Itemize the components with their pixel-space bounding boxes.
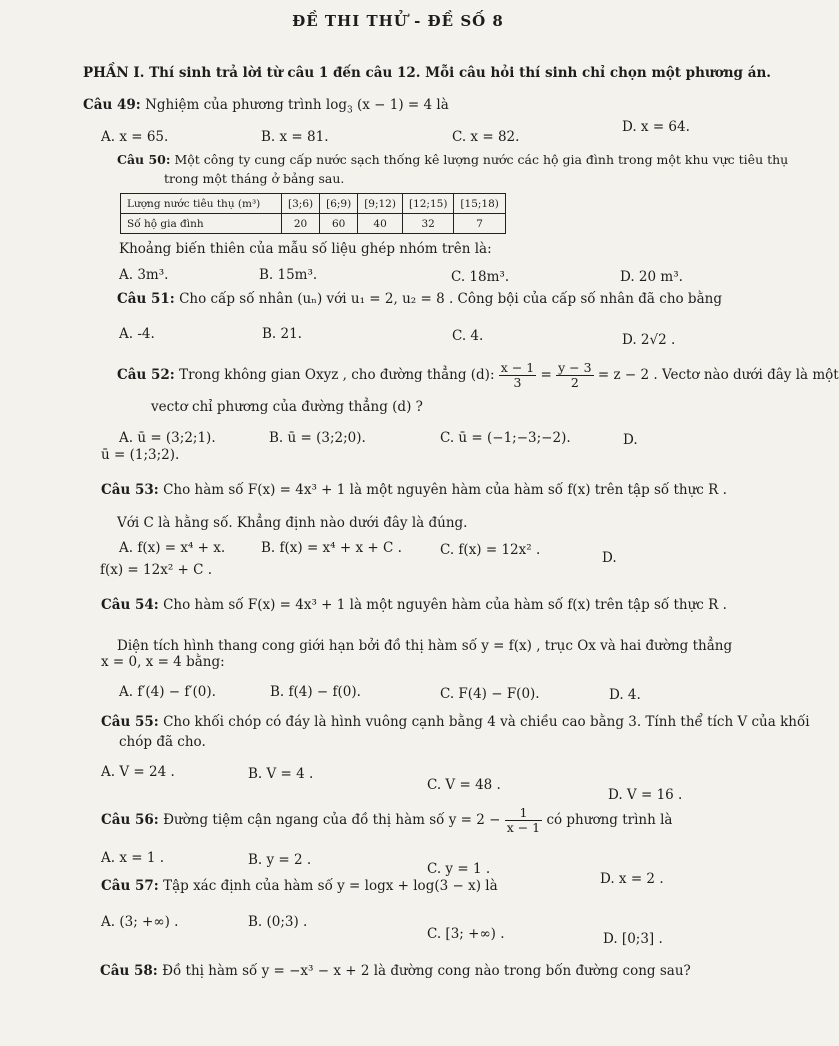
question-text-cont: = z − 2 . Vectơ nào dưới đây là một (597, 367, 839, 383)
table-cell: 20 (282, 214, 320, 234)
question-label: Câu 52: (117, 367, 175, 383)
question-label: Câu 58: (100, 963, 158, 979)
answer-b[interactable]: B. x = 81. (261, 129, 329, 145)
table-cell: 60 (320, 214, 358, 234)
table-cell: [9;12) (358, 194, 403, 214)
answer-c[interactable]: C. f(x) = 12x² . (440, 542, 541, 558)
table-row (121, 194, 506, 214)
table-cell: 7 (454, 214, 505, 234)
answer-a[interactable]: A. -4. (119, 326, 155, 342)
section-intro: PHẦN I. Thí sinh trả lời từ câu 1 đến câu 12. Mỗi câu hỏi thí sinh chỉ chọn một phương án. (83, 65, 771, 81)
question-label: Câu 51: (117, 291, 175, 307)
answer-d[interactable]: D. x = 64. (622, 119, 690, 135)
answer-b[interactable]: B. y = 2 . (248, 852, 312, 868)
question-55 (101, 713, 810, 731)
question-text: Tập xác định của hàm số y = logx + log(3 − x) là (163, 878, 498, 894)
question-label: Câu 57: (101, 878, 159, 894)
answer-b[interactable]: B. V = 4 . (248, 766, 314, 782)
question-text: Đường tiệm cận ngang của đồ thị hàm số y = 2 − (163, 812, 501, 828)
answer-c[interactable]: C. 4. (452, 328, 484, 344)
answer-c[interactable]: C. [3; +∞) . (427, 926, 505, 942)
answer-a[interactable]: A. f(x) = x⁴ + x. (119, 540, 226, 556)
question-text-cont: có phương trình là (546, 812, 673, 828)
question-text-cont: Khoảng biến thiên của mẫu số liệu ghép nhóm trên là: (119, 241, 492, 257)
answer-d[interactable]: D. V = 16 . (608, 787, 683, 803)
table-cell: [3;6) (282, 194, 320, 214)
question-label: Câu 56: (101, 812, 159, 828)
question-text: Cho hàm số F(x) = 4x³ + 1 là một nguyên hàm của hàm số f(x) trên tập số thực R . (163, 597, 727, 613)
question-label: Câu 55: (101, 714, 159, 730)
question-text: Cho hàm số F(x) = 4x³ + 1 là một nguyên hàm của hàm số f(x) trên tập số thực R . (163, 482, 727, 498)
question-text: Đồ thị hàm số y = −x³ − x + 2 là đường cong nào trong bốn đường cong sau? (162, 963, 691, 979)
answer-a[interactable]: A. V = 24 . (101, 764, 175, 780)
question-58 (100, 962, 691, 980)
question-text-cont: vectơ chỉ phương của đường thẳng (d) ? (151, 399, 423, 415)
water-usage-table (120, 193, 506, 234)
equals-sign: = (540, 367, 552, 383)
answer-a[interactable]: A. f′(4) − f′(0). (119, 684, 216, 700)
question-label: Câu 50: (117, 152, 171, 167)
question-label: Câu 53: (101, 482, 159, 498)
answer-c[interactable]: C. y = 1 . (427, 861, 491, 877)
answer-d-value: f(x) = 12x² + C . (100, 562, 213, 578)
answer-d[interactable]: D. (623, 432, 638, 448)
answer-b[interactable]: B. (0;3) . (248, 914, 308, 930)
answer-b[interactable]: B. ū = (3;2;0). (269, 430, 366, 446)
table-cell: [15;18) (454, 194, 505, 214)
question-text-cont: chóp đã cho. (119, 734, 206, 750)
answer-c[interactable]: C. 18m³. (451, 269, 510, 285)
question-50 (117, 151, 788, 169)
question-52 (117, 360, 839, 390)
table-cell: 40 (358, 214, 403, 234)
question-text: Một công ty cung cấp nước sạch thống kê lượng nước các hộ gia đình trong một khu vực tiêu thụ (174, 152, 789, 167)
question-text-cont: trong một tháng ở bảng sau. (164, 171, 345, 186)
answer-a[interactable]: A. x = 1 . (101, 850, 165, 866)
answer-c[interactable]: C. V = 48 . (427, 777, 501, 793)
exam-title: ĐỀ THI THỬ - ĐỀ SỐ 8 (292, 12, 504, 30)
question-text: Cho khối chóp có đáy là hình vuông cạnh bằng 4 và chiều cao bằng 3. Tính thể tích V của khối (163, 714, 810, 730)
answer-d[interactable]: D. 4. (609, 687, 641, 703)
answer-a[interactable]: A. x = 65. (101, 129, 169, 145)
table-cell: 32 (402, 214, 453, 234)
answer-d[interactable]: D. x = 2 . (600, 871, 664, 887)
answer-a[interactable]: A. 3m³. (119, 267, 169, 283)
table-row-label: Số hộ gia đình (121, 214, 282, 234)
answer-a[interactable]: A. (3; +∞) . (101, 914, 179, 930)
fraction: $\frac{y - 3}{2}$ (558, 360, 592, 390)
fraction: $\frac{x - 1}{3}$ (500, 360, 535, 390)
answer-d[interactable]: D. 2√2 . (622, 332, 676, 348)
question-56 (101, 805, 672, 835)
answer-b[interactable]: B. 15m³. (259, 267, 318, 283)
table-row (121, 214, 506, 234)
table-cell: [6;9) (320, 194, 358, 214)
answer-b[interactable]: B. 21. (262, 326, 302, 342)
question-text: Trong không gian Oxyz , cho đường thẳng (d): (179, 367, 495, 383)
question-text-cont: Với C là hằng số. Khẳng định nào dưới đây là đúng. (117, 515, 468, 531)
answer-d[interactable]: D. 20 m³. (620, 269, 683, 285)
table-cell: [12;15) (402, 194, 453, 214)
answer-c[interactable]: C. x = 82. (452, 129, 520, 145)
question-51 (117, 290, 722, 308)
fraction: $\frac{1}{x - 1}$ (506, 805, 541, 835)
log-base: 3 (346, 105, 353, 116)
answer-a[interactable]: A. ū = (3;2;1). (119, 430, 216, 446)
question-53 (101, 481, 727, 499)
question-49 (83, 96, 449, 120)
question-text-cont: Diện tích hình thang cong giới hạn bởi đồ thị hàm số y = f(x) , trục Ox và hai đường thẳng (117, 638, 733, 654)
question-text-cont: x = 0, x = 4 bằng: (101, 654, 225, 670)
question-57 (101, 877, 498, 895)
question-54 (101, 596, 727, 614)
answer-d[interactable]: D. [0;3] . (603, 931, 663, 947)
answer-c[interactable]: C. ū = (−1;−3;−2). (440, 430, 571, 446)
question-label: Câu 54: (101, 597, 159, 613)
question-text-cont: (x − 1) = 4 là (357, 97, 449, 113)
question-label: Câu 49: (83, 97, 141, 113)
answer-c[interactable]: C. F(4) − F(0). (440, 686, 540, 702)
table-row-label: Lượng nước tiêu thụ (m³) (121, 194, 282, 214)
answer-d-value: ū = (1;3;2). (101, 447, 180, 463)
answer-b[interactable]: B. f(4) − f(0). (270, 684, 361, 700)
answer-d[interactable]: D. (602, 550, 617, 566)
answer-b[interactable]: B. f(x) = x⁴ + x + C . (261, 540, 402, 556)
question-text: Nghiệm của phương trình log (145, 97, 347, 113)
question-text: Cho cấp số nhân (uₙ) với u₁ = 2, u₂ = 8 . Công bội của cấp số nhân đã cho bằng (179, 291, 722, 307)
